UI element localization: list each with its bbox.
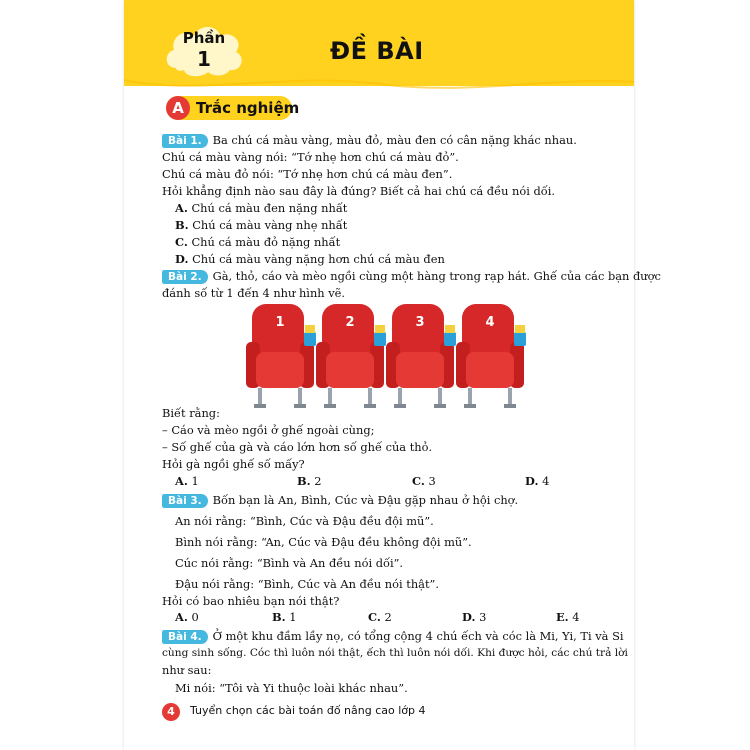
- option-letter: C.: [368, 610, 381, 624]
- option-text: 2: [314, 474, 322, 488]
- option-letter: D.: [525, 474, 539, 488]
- problem-3-option-e: [556, 610, 580, 625]
- problem-3-option-c: [368, 610, 392, 625]
- option-text: 3: [428, 474, 436, 488]
- problem-2-after-1: Biết rằng:: [162, 406, 220, 420]
- problem-1-option-d: [175, 252, 445, 267]
- problem-1-option-c: [175, 235, 340, 250]
- problem-4-line-2: cùng sinh sống. Cóc thì luôn nói thật, ếch thì luôn nói dối. Khi được hỏi, các chú trả lời: [162, 647, 628, 659]
- option-text: Chú cá màu vàng nặng hơn chú cá màu đen: [192, 252, 445, 266]
- problem-3-line-1: [162, 493, 518, 508]
- option-letter: C.: [175, 235, 188, 249]
- problem-4-text: Ở một khu đầm lầy nọ, có tổng cộng 4 chú ếch và cóc là Mi, Yi, Ti và Si: [212, 629, 624, 643]
- problem-3-option-a: [175, 610, 199, 625]
- problem-2-option-c: [412, 474, 436, 489]
- problem-4-line-4: Mi nói: “Tôi và Yi thuộc loài khác nhau”.: [175, 681, 408, 695]
- seat-1: [246, 304, 316, 408]
- option-letter: B.: [297, 474, 311, 488]
- seat-2-number: 2: [345, 315, 355, 330]
- option-letter: E.: [556, 610, 569, 624]
- problem-2-text: Gà, thỏ, cáo và mèo ngồi cùng một hàng trong rạp hát. Ghế của các bạn được: [212, 269, 661, 283]
- option-letter: B.: [272, 610, 286, 624]
- theater-seats-illustration: [242, 300, 530, 416]
- problem-4-badge: Bài 4.: [162, 630, 208, 644]
- problem-2-after-4: Hỏi gà ngồi ghế số mấy?: [162, 457, 305, 471]
- problem-1-option-a: [175, 201, 347, 216]
- option-text: 1: [289, 610, 297, 624]
- problem-1-line-4: Hỏi khẳng định nào sau đây là đúng? Biết cả hai chú cá đều nói dối.: [162, 184, 556, 198]
- option-text: Chú cá màu đỏ nặng nhất: [191, 235, 341, 249]
- problem-1-line-2: Chú cá màu vàng nói: “Tớ nhẹ hơn chú cá màu đỏ”.: [162, 150, 459, 164]
- option-text: 4: [572, 610, 580, 624]
- problem-2-badge: Bài 2.: [162, 270, 208, 284]
- problem-3-line-6: Hỏi có bao nhiêu bạn nói thật?: [162, 594, 340, 608]
- problem-3-line-4: Cúc nói rằng: “Bình và An đều nói dối”.: [175, 556, 404, 570]
- problem-1-text: Ba chú cá màu vàng, màu đỏ, màu đen có cân nặng khác nhau.: [212, 133, 577, 147]
- seat-2: [316, 304, 386, 408]
- option-text: 1: [191, 474, 199, 488]
- option-text: 0: [191, 610, 199, 624]
- problem-2-line-1: [162, 269, 661, 284]
- problem-1-line-1: [162, 133, 577, 148]
- option-text: Chú cá màu đen nặng nhất: [191, 201, 348, 215]
- option-text: 3: [479, 610, 487, 624]
- seat-1-number: 1: [275, 315, 285, 330]
- option-letter: D.: [462, 610, 476, 624]
- problem-2-option-d: [525, 474, 549, 489]
- seat-3: [386, 304, 456, 408]
- seat-4: [456, 304, 526, 408]
- problem-3-line-2: An nói rằng: “Bình, Cúc và Đậu đều đội mũ”.: [175, 514, 434, 528]
- problem-3-badge: Bài 3.: [162, 494, 208, 508]
- option-letter: A.: [175, 474, 188, 488]
- section-title: Trắc nghiệm: [196, 99, 300, 117]
- option-letter: A.: [175, 610, 188, 624]
- seat-3-number: 3: [415, 315, 425, 330]
- problem-4-line-3: như sau:: [162, 663, 212, 677]
- problem-2-after-3: – Số ghế của gà và cáo lớn hơn số ghế của thỏ.: [162, 440, 433, 454]
- footer-book-title: Tuyển chọn các bài toán đố nâng cao lớp 4: [190, 704, 426, 717]
- option-text: Chú cá màu vàng nhẹ nhất: [192, 218, 348, 232]
- problem-2-after-2: – Cáo và mèo ngồi ở ghế ngoài cùng;: [162, 423, 375, 437]
- option-letter: D.: [175, 252, 189, 266]
- problem-3-text: Bốn bạn là An, Bình, Cúc và Đậu gặp nhau ở hội chợ.: [212, 493, 519, 507]
- option-letter: B.: [175, 218, 189, 232]
- problem-2-option-b: [297, 474, 321, 489]
- option-letter: C.: [412, 474, 425, 488]
- page-title: ĐỀ BÀI: [330, 37, 424, 65]
- problem-2-option-a: [175, 474, 199, 489]
- part-label: Phần: [182, 29, 226, 47]
- problem-2-line-2: đánh số từ 1 đến 4 như hình vẽ.: [162, 286, 346, 300]
- part-number: 1: [197, 47, 211, 71]
- problem-4-line-1: [162, 629, 624, 644]
- page-number: 4: [162, 703, 180, 721]
- problem-3-option-b: [272, 610, 296, 625]
- problem-1-option-b: [175, 218, 347, 233]
- seat-4-number: 4: [485, 315, 495, 330]
- option-letter: A.: [175, 201, 188, 215]
- problem-3-line-5: Đậu nói rằng: “Bình, Cúc và An đều nói thật”.: [175, 577, 439, 591]
- option-text: 2: [384, 610, 392, 624]
- problem-1-line-3: Chú cá màu đỏ nói: “Tớ nhẹ hơn chú cá màu đen”.: [162, 167, 453, 181]
- option-text: 4: [542, 474, 550, 488]
- problem-3-line-3: Bình nói rằng: “An, Cúc và Đậu đều không đội mũ”.: [175, 535, 472, 549]
- problem-1-badge: Bài 1.: [162, 134, 208, 148]
- section-letter: A: [166, 96, 190, 120]
- problem-3-option-d: [462, 610, 486, 625]
